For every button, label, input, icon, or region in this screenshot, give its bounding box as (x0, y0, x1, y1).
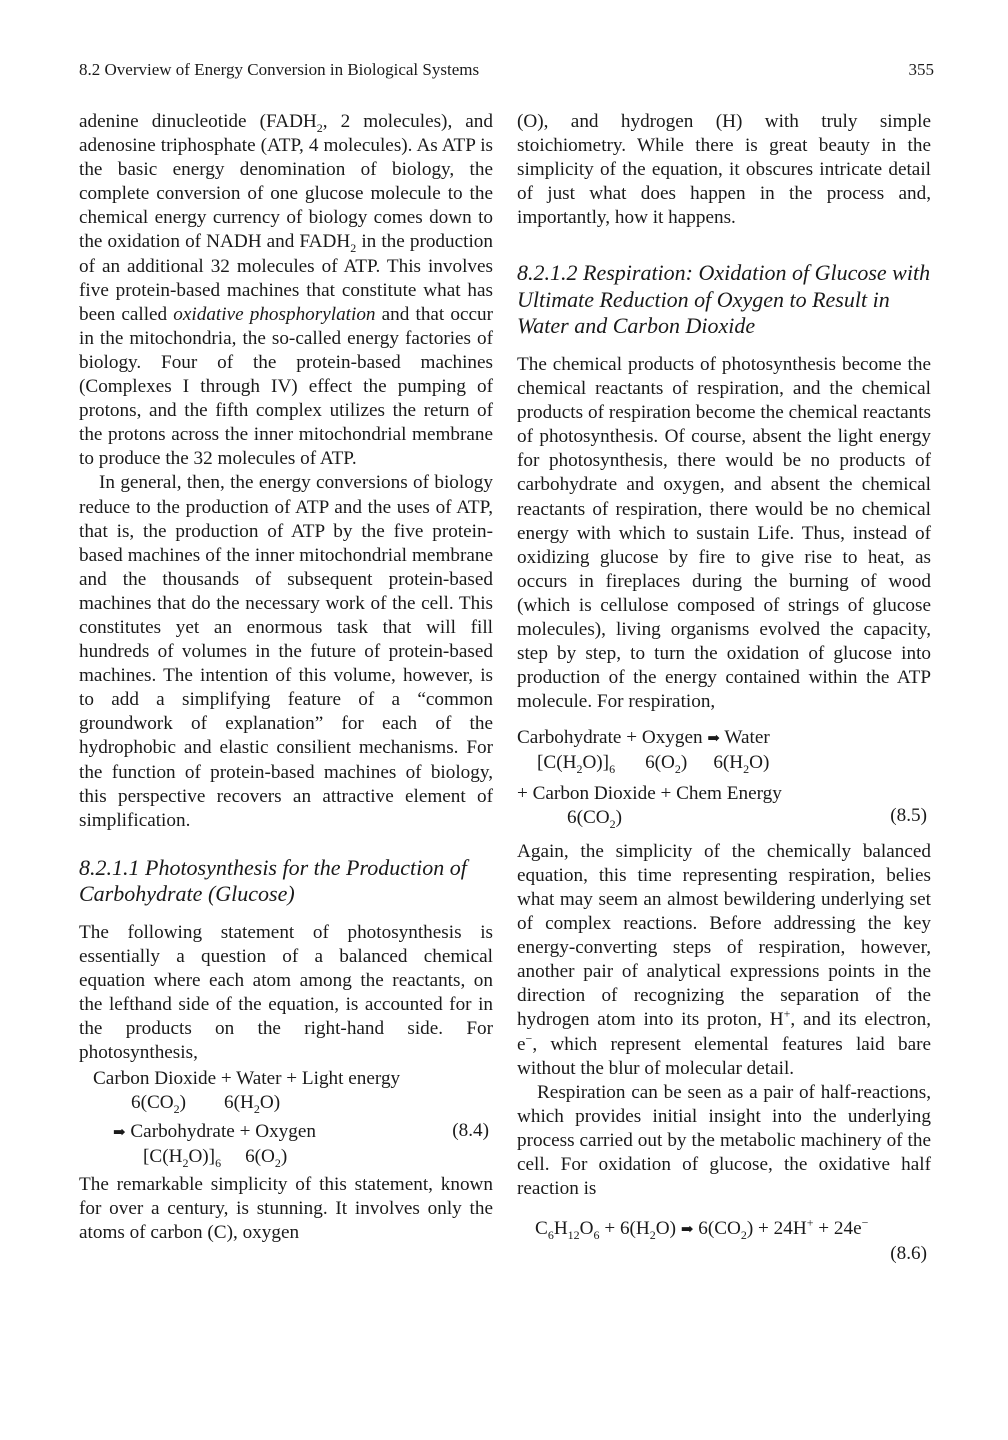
right-paragraph-2: The chemical products of photosynthesis become the chemical reactants of respiration, and the chemical products of respiration become the chemical reactants of photosynthesis. Of course, absent the light energy for photosynthesis, there would be no products of carbohydrate and oxygen, and absent the chemical reactants of respiration, there would be no chemical energy with which to sustain Life. Thus, instead of oxidizing glucose by fire to give rise to heat, as occurs in fireplaces during the burning of wood (which is cellulose composed of strings of glucose molecules), living organisms evolved the capacity, step by step, to turn the oxidation of glucose into production of the energy contained within the ATP molecule. For respiration, (517, 353, 931, 713)
right-paragraph-1: (O), and hydrogen (H) with truly simple stoichiometry. While there is great beauty in the simplicity of the equation, it obscures intricate detail of just what does happen in the process and, importantly, how it happens. (517, 111, 931, 229)
arrow-icon: ➡ (113, 1124, 126, 1141)
left-paragraph-4: The remarkable simplicity of this statement, known for over a century, is stunning. It involves only the atoms of carbon (C), oxygen (79, 1173, 493, 1243)
right-paragraph-3: Again, the simplicity of the chemically balanced equation, this time representing respiration, belies what may seem an almost bewildering underlying set of complex reactions. Before addressing the key energy-converting steps of respiration, however, another pair of analytical expressions points in the direction of recognizing the separation of the hydrogen atom into its proton, H+, and its electron, e−, which represent elemental features laid bare without the blur of molecular detail. (517, 840, 932, 1079)
left-paragraph-1: adenine dinucleotide ($FADH_2$, 2 molecules), and adenosine triphosphate (ATP, 4 molecules). As ATP is the basic energy denomination of biology, the complete conversion of one glucose molecule to the chemical energy currency of biology comes down to the oxidation of NADH and $FADH_2$ in the production of an additional 32 molecules of ATP. This involves five protein-based machines that constitute what has been called oxidative phosphorylation and that occur in the mitochondria, the so-called energy factories of biology. Four of the protein-based machines (Complexes I through IV) effect the pumping of protons, and the fifth complex utilizes the return of the protons across the inner mitochondrial membrane to produce the 32 molecules of ATP. (79, 111, 493, 470)
section-heading-8-2-1-2: 8.2.1.2 Respiration: Oxidation of Glucose with Ultimate Reduction of Oxygen to Result in Water and Carbon Dioxide (517, 260, 931, 339)
left-paragraph-2: In general, then, the energy conversions of biology reduce to the production of ATP and the uses of ATP, that is, the production of ATP by the five protein-based machines of the inner mitochondrial membrane and the thousands of subsequent protein-based machines that do the necessary work of the cell. This constitutes yet an enormous task that will fill hundreds of volumes in the future of protein-based machines. The intention of this volume, however, is to add a simplifying feature of a “common groundwork of explanation” for each of the hydrophobic and elastic consilient mechanisms. For the function of protein-based machines of biology, this perspective recovers an attractive element of simplification. (79, 472, 493, 831)
equation-number-8-5: (8.5) (890, 805, 927, 827)
equation-8-4-line-1: Carbon Dioxide + Water + Light energy (93, 1068, 401, 1090)
equation-number-8-6: (8.6) (890, 1243, 927, 1265)
section-heading-8-2-1-1: 8.2.1.1 Photosynthesis for the Production of Carbohydrate (Glucose) (79, 854, 467, 907)
emphasis-oxidative-phosphorylation: oxidative phosphorylation (173, 303, 376, 325)
equation-8-6 (517, 1217, 931, 1266)
left-column (79, 110, 493, 1245)
equation-8-5-line-2: $[C(H_2O)]_6$ $6(O_2)$ $6(H_2O)$ (537, 752, 770, 777)
equation-8-5 (517, 726, 931, 829)
equation-8-4 (79, 1067, 493, 1168)
equation-8-5-line-1: Carbohydrate + Oxygen ➡ Water (517, 727, 770, 749)
equation-8-4-line-4: $[C(H_2O)]_6$ $6(O_2)$ (143, 1145, 288, 1170)
running-header (79, 60, 934, 86)
equation-8-4-line-2: $6(CO_2)$ $6(H_2O)$ (131, 1092, 281, 1117)
equation-number-8-4: (8.4) (452, 1120, 489, 1142)
equation-8-4-line-3: ➡ Carbohydrate + Oxygen (113, 1120, 316, 1142)
running-title: 8.2 Overview of Energy Conversion in Biological Systems (79, 60, 480, 79)
right-column (517, 110, 931, 1270)
page-number: 355 (908, 60, 934, 79)
equation-8-6-line-1: $C_6H_{12}O_6 + 6(H_2O)$ ➡ $6(CO_2) + 24H^+ + 24e^-$ (535, 1215, 869, 1242)
arrow-icon: ➡ (680, 1222, 694, 1239)
left-paragraph-3: The following statement of photosynthesis is essentially a question of a balanced chemical equation where each atom among the reactants, on the lefthand side of the equation, is accounted for in the products on the right-hand side. For photosynthesis, (79, 921, 493, 1064)
equation-8-5-line-4: $6(CO_2)$ (567, 806, 623, 831)
arrow-icon: ➡ (707, 731, 720, 748)
equation-8-5-line-3: + Carbon Dioxide + Chem Energy (517, 782, 782, 804)
right-paragraph-4: Respiration can be seen as a pair of half-reactions, which provides initial insight into the underlying process carried out by the metabolic machinery of the cell. For oxidation of glucose, the oxidative half reaction is (517, 1081, 931, 1200)
